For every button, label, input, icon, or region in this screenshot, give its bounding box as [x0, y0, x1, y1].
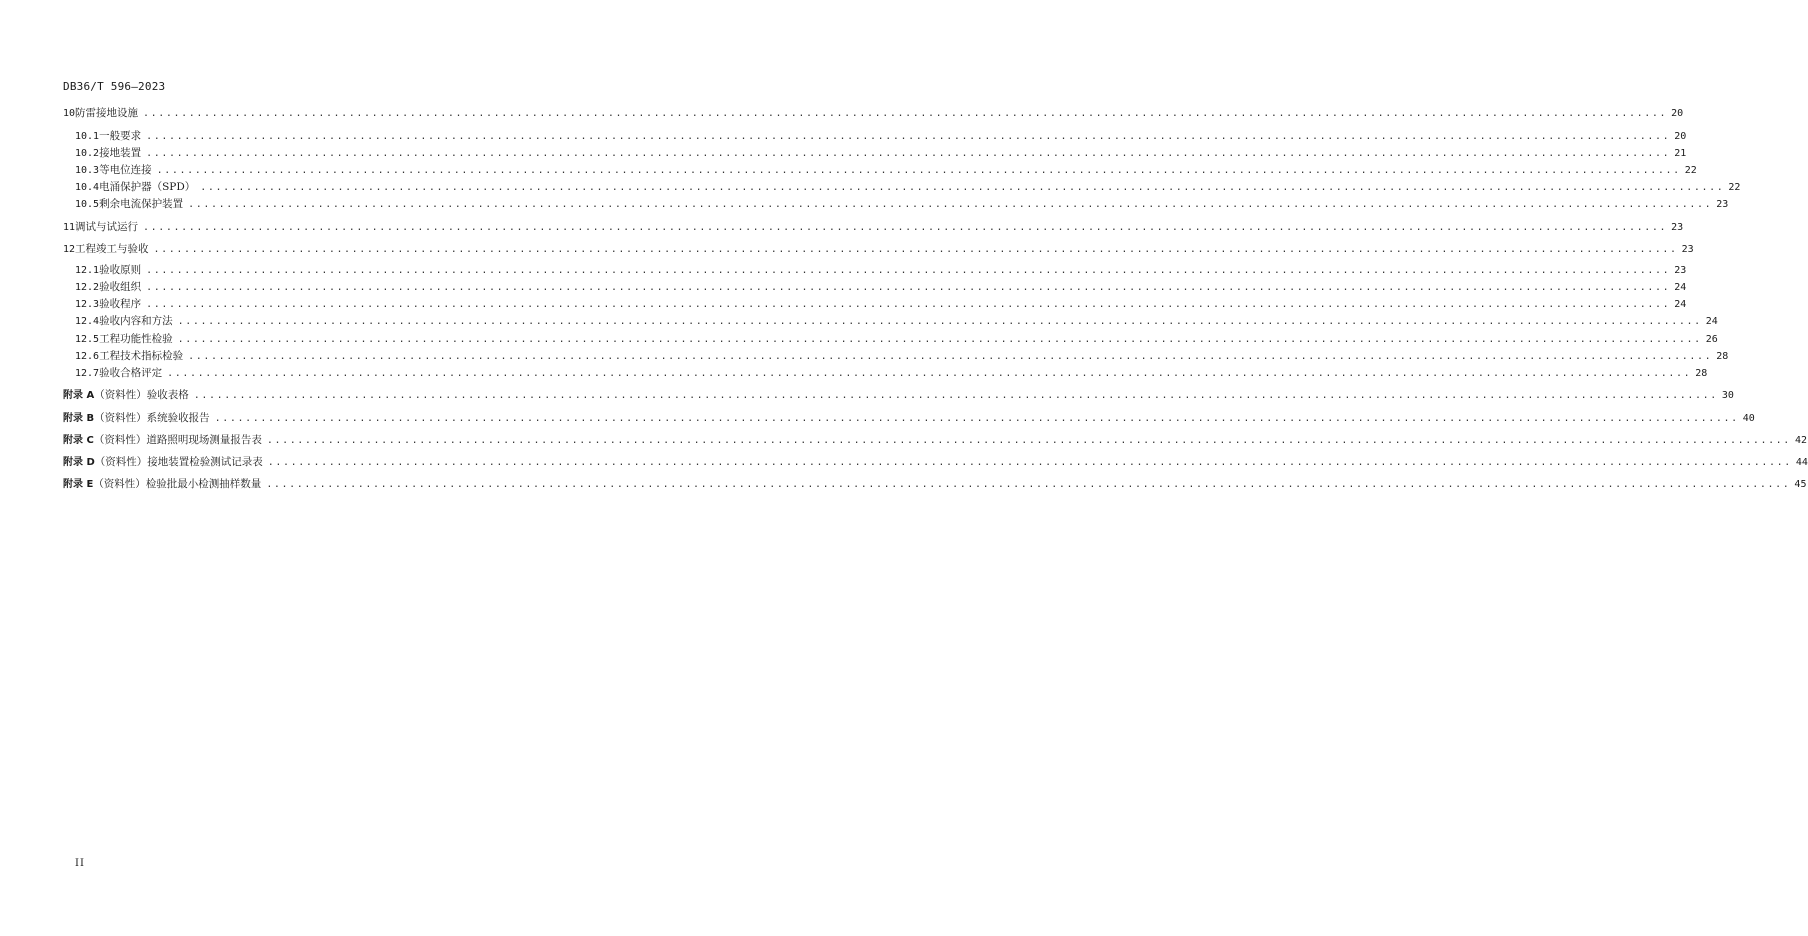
toc-entry-number: 12.2 — [75, 282, 100, 293]
toc-entry-tag: （资料性） — [93, 434, 147, 446]
toc-entry-title: 剩余电流保护装置 — [99, 198, 184, 210]
toc-entry[interactable] — [63, 196, 1729, 212]
toc-entry-number: 10.2 — [75, 148, 100, 159]
toc-entry-page: 24 — [1674, 299, 1687, 310]
toc-entry-title: 防雷接地设施 — [75, 107, 139, 119]
toc-entry-number: 10.5 — [75, 199, 100, 210]
toc-leader-dots: ........................................................................................................................................................................................................ — [266, 479, 1791, 490]
toc-entry-title: 工程技术指标检验 — [99, 350, 184, 362]
toc-entry[interactable] — [63, 348, 1729, 364]
toc-leader-dots: ........................................................................................................................................................................................................ — [177, 316, 1702, 327]
toc-entry[interactable] — [63, 279, 1687, 295]
toc-entry-page: 22 — [1728, 182, 1741, 193]
toc-leader-dots: ........................................................................................................................................................................................................ — [146, 265, 1671, 276]
toc-entry-page: 28 — [1695, 368, 1708, 379]
toc-entry-title: 验收组织 — [99, 281, 142, 293]
toc-entry[interactable] — [63, 179, 1741, 195]
toc-leader-dots: ........................................................................................................................................................................................................ — [266, 435, 1791, 446]
toc-entry-page: 23 — [1674, 265, 1687, 276]
toc-entry-title: 道路照明现场测量报告表 — [146, 434, 262, 446]
toc-entry-page: 20 — [1674, 131, 1687, 142]
toc-leader-dots: ........................................................................................................................................................................................................ — [146, 148, 1671, 159]
toc-leader-dots: ........................................................................................................................................................................................................ — [214, 413, 1739, 424]
page-number: II — [75, 858, 85, 869]
toc-entry-title: 工程功能性检验 — [99, 333, 173, 345]
toc-leader-dots: ........................................................................................................................................................................................................ — [156, 165, 1681, 176]
toc-leader-dots: ........................................................................................................................................................................................................ — [177, 334, 1702, 345]
toc-entry-page: 24 — [1674, 282, 1687, 293]
toc-leader-dots: ........................................................................................................................................................................................................ — [146, 282, 1671, 293]
toc-entry-page: 40 — [1742, 413, 1755, 424]
toc-entry-title: 检验批最小检测抽样数量 — [145, 478, 262, 490]
toc-entry-number: 12.3 — [75, 299, 100, 310]
toc-entry-page: 21 — [1674, 148, 1687, 159]
toc-entry-number: 附录 E — [63, 479, 94, 490]
toc-entry-page: 44 — [1795, 457, 1808, 468]
toc-entry[interactable] — [63, 475, 1807, 491]
toc-entry-title: 验收合格评定 — [99, 367, 163, 379]
toc-leader-dots: ........................................................................................................................................................................................................ — [200, 182, 1725, 193]
toc-leader-dots: ........................................................................................................................................................................................................ — [188, 351, 1713, 362]
toc-entry-number: 12.5 — [75, 334, 100, 345]
toc-entry[interactable] — [63, 162, 1697, 178]
toc-entry-number: 12.1 — [75, 265, 100, 276]
toc-entry-tag: （资料性） — [94, 412, 147, 424]
toc-entry[interactable] — [63, 313, 1718, 329]
toc-leader-dots: ........................................................................................................................................................................................................ — [146, 299, 1671, 310]
toc-entry-number: 10.3 — [75, 165, 100, 176]
toc-entry[interactable] — [63, 386, 1734, 402]
toc-entry-number: 10 — [63, 108, 76, 119]
toc-entry-number: 附录 C — [63, 435, 94, 446]
toc-entry-title: 等电位连接 — [99, 164, 152, 176]
toc-entry-page: 20 — [1671, 108, 1684, 119]
toc-leader-dots: ........................................................................................................................................................................................................ — [146, 131, 1671, 142]
toc-entry-title: 接地装置检验测试记录表 — [147, 456, 263, 468]
toc-entry-number: 12 — [63, 244, 76, 255]
toc-entry-number: 附录 B — [63, 413, 95, 424]
toc-leader-dots: ........................................................................................................................................................................................................ — [143, 108, 1668, 119]
toc-entry-tag: （资料性） — [94, 456, 148, 468]
toc-entry-page: 24 — [1705, 316, 1718, 327]
toc-entry-number: 11 — [63, 222, 76, 233]
toc-entry-page: 23 — [1671, 222, 1684, 233]
toc-entry-title: 验收原则 — [99, 264, 142, 276]
toc-entry-number: 附录 D — [63, 457, 95, 468]
toc-entry-title: 工程竣工与验收 — [75, 243, 149, 255]
toc-entry-number: 12.6 — [75, 351, 100, 362]
toc-entry-title: 系统验收报告 — [146, 412, 210, 424]
toc-leader-dots: ........................................................................................................................................................................................................ — [153, 244, 1678, 255]
toc-entry-page: 23 — [1716, 199, 1729, 210]
toc-leader-dots: ........................................................................................................................................................................................................ — [167, 368, 1692, 379]
toc-entry-number: 10.4 — [75, 182, 100, 193]
toc-entry-page: 30 — [1721, 390, 1734, 401]
toc-entry[interactable] — [63, 145, 1687, 161]
toc-entry[interactable] — [63, 128, 1687, 144]
document-id: DB36/T 596—2023 — [63, 80, 166, 93]
toc-entry-page: 42 — [1794, 435, 1807, 446]
toc-entry[interactable] — [63, 409, 1755, 425]
toc-entry-title: 接地装置 — [99, 147, 142, 159]
toc-entry-title: 验收表格 — [146, 389, 189, 401]
toc-entry-page: 45 — [1794, 479, 1807, 490]
toc-entry-title: 验收程序 — [99, 298, 142, 310]
toc-entry[interactable] — [63, 241, 1694, 257]
toc-entry-tag: （资料性） — [94, 389, 147, 401]
toc-entry-page: 22 — [1684, 165, 1697, 176]
toc-entry[interactable] — [63, 431, 1807, 447]
toc-entry-title: 一般要求 — [99, 130, 142, 142]
toc-entry-number: 12.4 — [75, 316, 100, 327]
toc-leader-dots: ........................................................................................................................................................................................................ — [193, 390, 1718, 401]
toc-entry-page: 26 — [1705, 334, 1718, 345]
toc-entry-title: 调试与试运行 — [75, 221, 139, 233]
toc-entry[interactable] — [63, 219, 1684, 235]
toc-entry-number: 附录 A — [63, 390, 95, 401]
toc-entry[interactable] — [63, 262, 1687, 278]
toc-entry-title: 验收内容和方法 — [99, 315, 173, 327]
toc-entry[interactable] — [63, 296, 1687, 312]
toc-entry[interactable] — [63, 331, 1718, 347]
toc-entry[interactable] — [63, 365, 1708, 381]
toc-entry-number: 10.1 — [75, 131, 100, 142]
toc-leader-dots: ........................................................................................................................................................................................................ — [188, 199, 1713, 210]
toc-entry-tag: （资料性） — [93, 478, 146, 490]
toc-entry-title: 电涌保护器（SPD） — [99, 181, 196, 193]
toc-entry-page: 28 — [1716, 351, 1729, 362]
toc-entry[interactable] — [63, 453, 1808, 469]
toc-entry-number: 12.7 — [75, 368, 100, 379]
toc-leader-dots: ........................................................................................................................................................................................................ — [267, 457, 1792, 468]
toc-entry-page: 23 — [1681, 244, 1694, 255]
toc-entry[interactable] — [63, 105, 1684, 121]
toc-leader-dots: ........................................................................................................................................................................................................ — [143, 222, 1668, 233]
